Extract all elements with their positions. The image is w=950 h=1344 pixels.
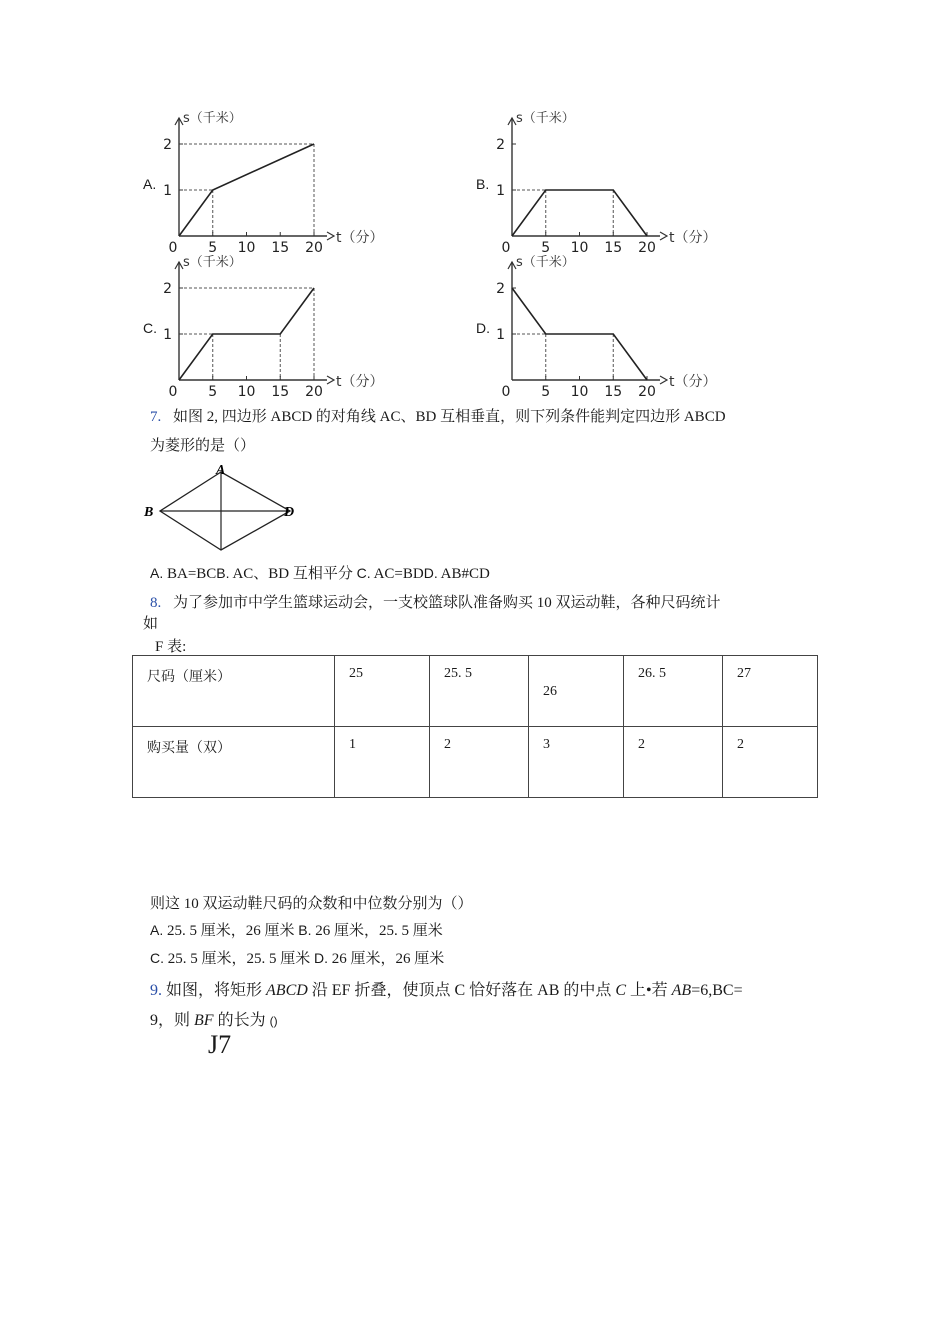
q8-opt-a: 25. 5 厘米，26 厘米 bbox=[166, 923, 295, 939]
x-axis-label: t（分） bbox=[669, 374, 717, 390]
x-tick-label: 0 bbox=[168, 384, 178, 400]
x-tick-label: 10 bbox=[570, 240, 589, 256]
graph-svg bbox=[473, 108, 723, 256]
x-axis-label: t（分） bbox=[336, 230, 384, 246]
x-tick-label: 5 bbox=[541, 240, 551, 256]
x-tick-label: 0 bbox=[501, 384, 511, 400]
y-axis-label: s（千米） bbox=[183, 255, 242, 270]
y-tick-label: 1 bbox=[163, 183, 172, 199]
x-axis-arrow bbox=[327, 232, 334, 240]
x-axis-arrow bbox=[660, 376, 667, 384]
q8-opt-a-label: A. bbox=[150, 922, 164, 938]
vertex-b-label: B bbox=[144, 505, 154, 520]
q9-text-part: 的长为 bbox=[213, 1012, 270, 1029]
table-cell: 2 bbox=[624, 727, 723, 798]
q8-opt-c: 25. 5 厘米，25. 5 厘米 bbox=[167, 951, 311, 967]
x-tick-label: 0 bbox=[501, 240, 511, 256]
y-tick-label: 2 bbox=[496, 281, 505, 297]
q7-line2: 为菱形的是（） bbox=[150, 438, 256, 454]
y-axis-label: s（千米） bbox=[183, 111, 242, 126]
table-cell: 3 bbox=[529, 727, 624, 798]
x-tick-label: 20 bbox=[638, 384, 656, 400]
y-tick-label: 1 bbox=[163, 327, 172, 343]
graph-option-label: D. bbox=[476, 320, 490, 336]
x-tick-label: 10 bbox=[570, 384, 589, 400]
q7-opt-b: AC、BD 互相平分 bbox=[232, 566, 353, 582]
q8-opt-d: 26 厘米，26 厘米 bbox=[331, 951, 445, 967]
y-axis-label: s（千米） bbox=[516, 255, 575, 270]
q8-opt-c-label: C. bbox=[150, 950, 164, 966]
q8-text: 为了参加市中学生篮球运动会，一支校篮球队准备购买 10 双运动鞋，各种尺码统计 bbox=[173, 595, 721, 611]
graph-svg bbox=[140, 108, 390, 256]
table-cell: 27 bbox=[723, 656, 818, 727]
q9-text-part: 沿 EF 折叠，使顶点 C 恰好落在 AB 的中点 bbox=[307, 982, 616, 999]
q7-number: 7. bbox=[150, 409, 162, 425]
vertex-a-label: A bbox=[216, 463, 226, 478]
q8-line2: 如 bbox=[143, 616, 159, 632]
q7-opt-a: BA=BC bbox=[166, 566, 217, 582]
q9-line1 bbox=[150, 977, 743, 1000]
q8-question: 则这 10 双运动鞋尺码的众数和中位数分别为（） bbox=[150, 896, 473, 912]
x-tick-label: 15 bbox=[271, 384, 290, 400]
y-axis-label: s（千米） bbox=[516, 111, 575, 126]
y-tick-label: 2 bbox=[163, 137, 172, 153]
x-tick-label: 0 bbox=[168, 240, 178, 256]
graph-option-c bbox=[140, 252, 390, 400]
q9-number: 9. bbox=[150, 982, 162, 999]
q9-rect-name: ABCD bbox=[266, 982, 308, 999]
x-tick-label: 5 bbox=[208, 384, 218, 400]
q8-line3: F 表: bbox=[155, 639, 187, 655]
q8-opt-b: 26 厘米，25. 5 厘米 bbox=[315, 923, 443, 939]
x-tick-label: 15 bbox=[271, 240, 290, 256]
q9-text-part: 如图，将矩形 bbox=[162, 982, 267, 999]
graph-svg bbox=[140, 252, 390, 400]
q9-segment-ab: AB bbox=[671, 982, 692, 999]
table-cell: 尺码（厘米） bbox=[133, 656, 335, 727]
vertex-d-label: D bbox=[284, 505, 295, 520]
graph-option-label: A. bbox=[143, 176, 157, 192]
q7-opt-c: AC=BD bbox=[373, 566, 424, 582]
q8-options-ab bbox=[150, 919, 443, 940]
y-tick-label: 1 bbox=[496, 327, 505, 343]
q7-line1 bbox=[150, 405, 726, 426]
table-cell: 25. 5 bbox=[430, 656, 529, 727]
distance-time-line bbox=[512, 190, 647, 236]
q9-text-part: =6,BC= bbox=[691, 982, 743, 999]
table-cell: 26. 5 bbox=[624, 656, 723, 727]
q9-text-part: 9，则 bbox=[150, 1012, 195, 1029]
q7-opt-d: AB#CD bbox=[440, 566, 490, 582]
q8-opt-b-label: B. bbox=[298, 922, 312, 938]
rhombus-svg bbox=[140, 460, 310, 555]
q9-line2 bbox=[150, 1007, 278, 1030]
q8-line1 bbox=[150, 591, 721, 612]
table-cell: 2 bbox=[430, 727, 529, 798]
q9-figure-text: J7 bbox=[208, 1030, 232, 1059]
q9-point-c: C bbox=[615, 982, 627, 999]
x-tick-label: 20 bbox=[305, 240, 323, 256]
x-tick-label: 5 bbox=[541, 384, 551, 400]
q7-options bbox=[150, 562, 490, 583]
x-axis-arrow bbox=[660, 232, 667, 240]
q8-number: 8. bbox=[150, 595, 162, 611]
table-row bbox=[133, 727, 818, 798]
table-cell: 购买量（双） bbox=[133, 727, 335, 798]
y-tick-label: 2 bbox=[496, 137, 505, 153]
table-cell: 25 bbox=[335, 656, 430, 727]
graph-option-b bbox=[473, 108, 723, 256]
x-tick-label: 10 bbox=[237, 240, 256, 256]
graph-option-label: B. bbox=[476, 176, 490, 192]
graph-option-d bbox=[473, 252, 723, 400]
q7-text: 如图 2, 四边形 ABCD 的对角线 AC、BD 互相垂直，则下列条件能判定四边形 ABCD bbox=[173, 409, 726, 425]
q9-segment-bf: BF bbox=[194, 1012, 214, 1029]
table-cell: 1 bbox=[335, 727, 430, 798]
graph-option-label: C. bbox=[143, 320, 157, 336]
x-tick-label: 20 bbox=[638, 240, 656, 256]
y-tick-label: 1 bbox=[496, 183, 505, 199]
q9-answer-paren: () bbox=[269, 1014, 278, 1028]
x-tick-label: 10 bbox=[237, 384, 256, 400]
y-tick-label: 2 bbox=[163, 281, 172, 297]
x-tick-label: 5 bbox=[208, 240, 218, 256]
q7-opt-a-label: A. bbox=[150, 565, 164, 581]
rhombus-figure bbox=[140, 460, 310, 555]
x-tick-label: 15 bbox=[604, 240, 623, 256]
q8-opt-d-label: D. bbox=[314, 950, 329, 966]
graph-option-a bbox=[140, 108, 390, 256]
table-cell: 2 bbox=[723, 727, 818, 798]
x-tick-label: 15 bbox=[604, 384, 623, 400]
table-cell: 26 bbox=[529, 656, 624, 727]
x-axis-arrow bbox=[327, 376, 334, 384]
graph-svg bbox=[473, 252, 723, 400]
x-axis-label: t（分） bbox=[336, 374, 384, 390]
q7-opt-d-label: D. bbox=[423, 565, 438, 581]
table-row bbox=[133, 656, 818, 727]
q8-options-cd bbox=[150, 947, 444, 968]
x-tick-label: 20 bbox=[305, 384, 323, 400]
q9-text-part: 上•若 bbox=[626, 982, 672, 999]
q7-opt-c-label: C. bbox=[356, 565, 371, 581]
q7-opt-b-label: B. bbox=[216, 565, 230, 581]
x-axis-label: t（分） bbox=[669, 230, 717, 246]
shoe-size-table bbox=[132, 655, 818, 798]
